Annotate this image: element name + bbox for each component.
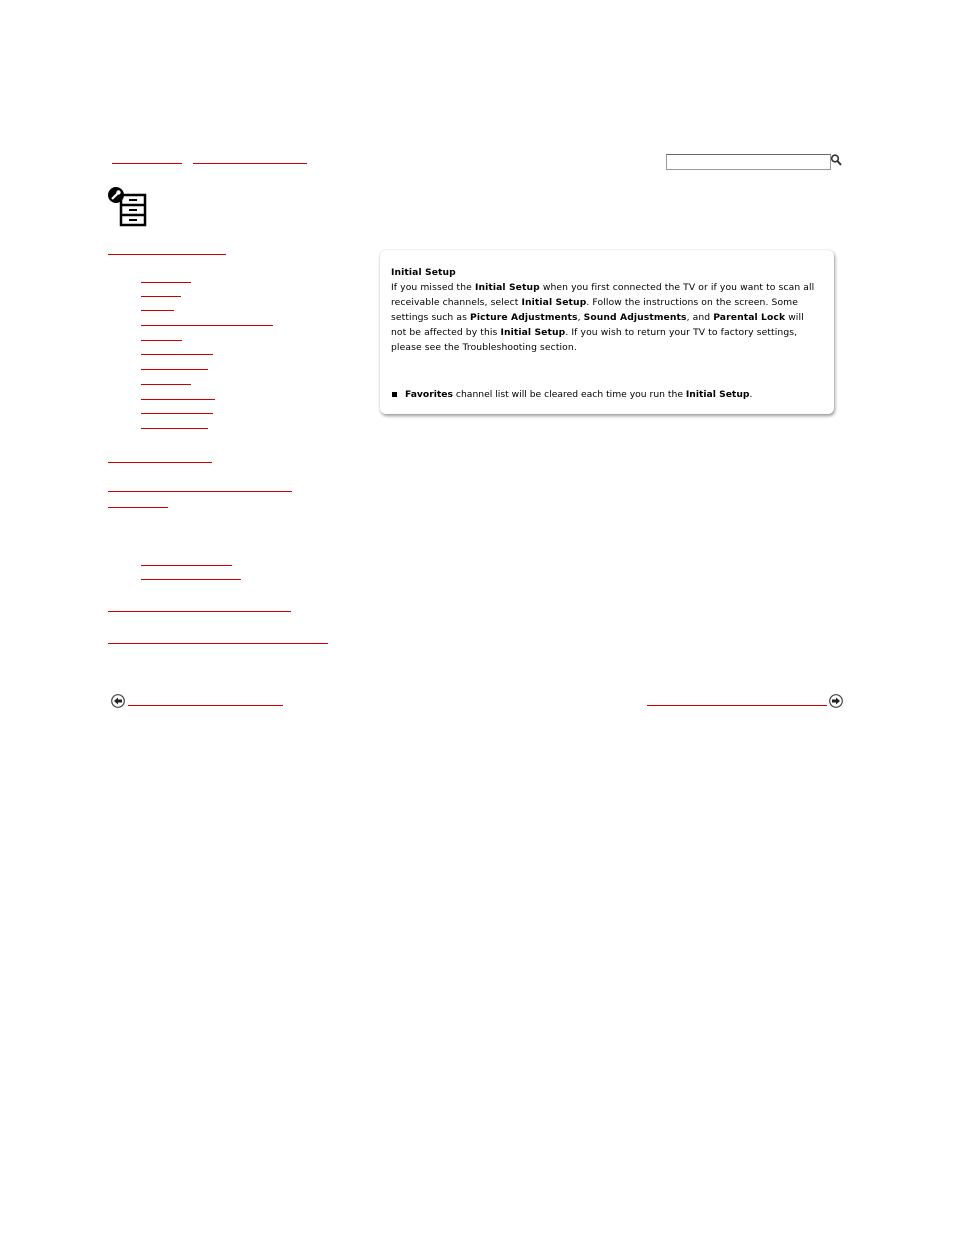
- breadcrumb-link-2[interactable]: [193, 163, 307, 164]
- bullet-icon: [392, 392, 397, 397]
- nav-sub-link-12[interactable]: [141, 565, 232, 566]
- previous-arrow-icon[interactable]: [111, 694, 125, 708]
- search-input[interactable]: [666, 154, 831, 170]
- nav-sub-link-4[interactable]: [141, 325, 273, 326]
- panel-body: [391, 265, 816, 355]
- breadcrumb-link-1[interactable]: [112, 163, 182, 164]
- next-arrow-icon[interactable]: [829, 694, 843, 708]
- nav-sub-link-1[interactable]: [141, 282, 191, 283]
- nav-sub-link-5[interactable]: [141, 340, 182, 341]
- nav-sub-link-11[interactable]: [141, 428, 208, 429]
- nav-sub-link-3[interactable]: [141, 310, 174, 311]
- nav-sub-link-2[interactable]: [141, 296, 181, 297]
- nav-sub-link-13[interactable]: [141, 579, 241, 580]
- nav-section-link-1[interactable]: [108, 254, 226, 255]
- nav-section-link-3[interactable]: [108, 491, 292, 492]
- nav-section-link-3-cont[interactable]: [108, 507, 168, 508]
- nav-section-link-2[interactable]: [108, 462, 212, 463]
- search-icon[interactable]: [830, 153, 842, 167]
- nav-section-link-4[interactable]: [108, 611, 291, 612]
- settings-cabinet-icon: [106, 185, 148, 227]
- panel-note: Favorites channel list will be cleared each time you run the Initial Setup.: [391, 387, 821, 402]
- previous-page-link[interactable]: [128, 705, 283, 706]
- nav-section-link-5[interactable]: [108, 643, 328, 644]
- info-panel: [380, 250, 834, 414]
- next-page-link[interactable]: [647, 705, 827, 706]
- nav-sub-link-10[interactable]: [141, 413, 213, 414]
- nav-sub-link-8[interactable]: [141, 384, 191, 385]
- nav-sub-link-9[interactable]: [141, 399, 215, 400]
- nav-sub-link-7[interactable]: [141, 369, 208, 370]
- nav-sub-link-6[interactable]: [141, 354, 213, 355]
- panel-paragraph: If you missed the Initial Setup when you first connected the TV or if you want to scan all receivable channels, select Initial Setup. Follow the instructions on the screen. Some settings such as Picture Adjustments, Sound Adjustments, and Parental Lock will not be affected by this Initial Setup. If you wish to return your TV to factory settings, please see the Troubleshooting section.: [391, 282, 815, 353]
- panel-title: Initial Setup: [391, 267, 456, 278]
